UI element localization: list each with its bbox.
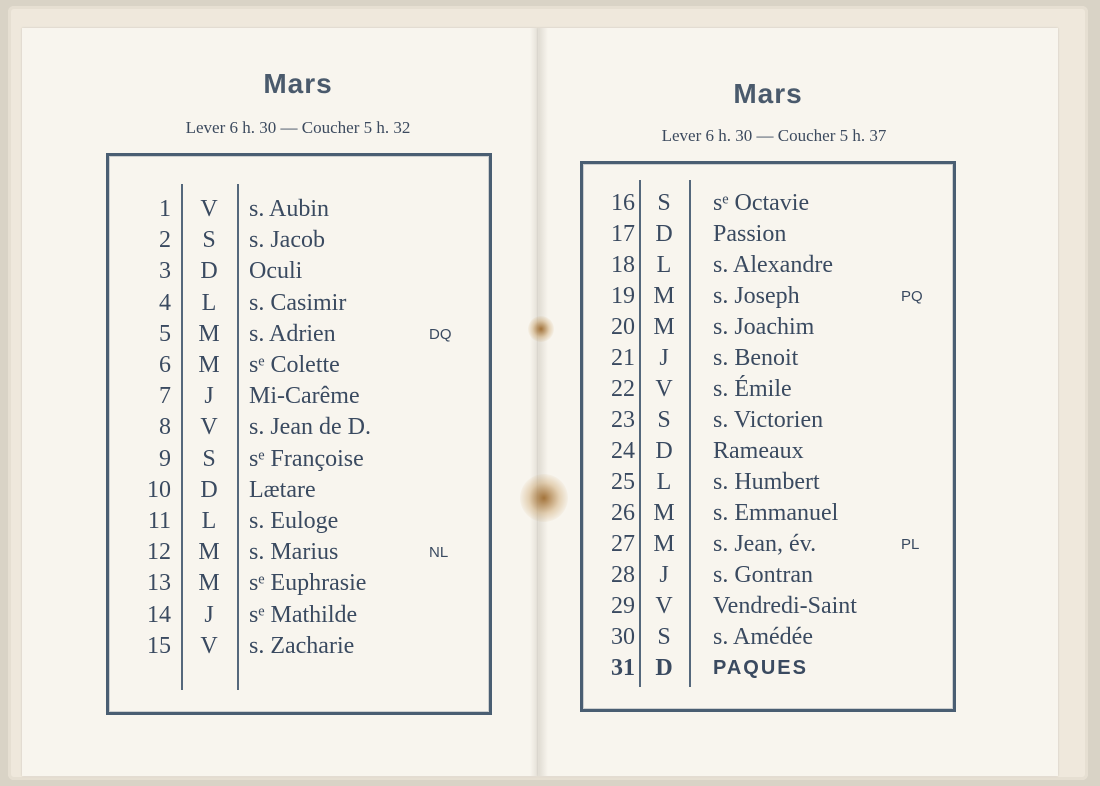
right-day-row [583, 219, 947, 250]
left-day-row [109, 631, 483, 662]
weekday-letter: V [655, 593, 673, 619]
day-number: 30 [611, 624, 635, 650]
day-number: 5 [159, 320, 171, 347]
weekday-letter: D [655, 221, 673, 247]
right-day-row [583, 560, 947, 591]
day-number: 29 [611, 593, 635, 619]
weekday-letter: M [198, 352, 220, 378]
saint-name: s. Euloge [249, 508, 339, 534]
saint-name: sᵉ Colette [249, 352, 340, 378]
day-number: 6 [159, 352, 171, 378]
day-number: 4 [159, 289, 171, 316]
saint-name: Lætare [249, 476, 316, 503]
day-number: 14 [147, 601, 171, 628]
left-day-row [109, 256, 483, 287]
saint-name: s. Adrien [249, 320, 336, 347]
day-number: 15 [147, 632, 171, 659]
saint-name: s. Jean de D. [249, 414, 371, 441]
book-gutter [530, 28, 548, 776]
day-number: 27 [611, 531, 635, 557]
saint-name: s. Zacharie [249, 632, 355, 659]
left-day-row [109, 319, 483, 350]
calendar-booklet [8, 6, 1088, 780]
weekday-letter: M [198, 570, 220, 597]
weekday-letter: V [200, 196, 218, 222]
left-day-row [109, 381, 483, 412]
saint-name: s. Jacob [249, 227, 325, 254]
day-number: 13 [147, 570, 171, 597]
day-number: 31 [611, 655, 635, 681]
left-day-row [109, 568, 483, 599]
left-sunrise-sunset: Lever 6 h. 30 — Coucher 5 h. 32 [185, 118, 411, 137]
saint-name: Oculi [249, 258, 303, 285]
right-day-row [583, 498, 947, 529]
day-number: 25 [611, 469, 635, 495]
left-day-row [109, 475, 483, 506]
saint-name: s. Humbert [713, 469, 820, 495]
moon-phase-label: PQ [901, 288, 923, 305]
right-month-title: Mars [733, 78, 803, 109]
right-day-row [583, 281, 947, 312]
moon-phase-label: PL [901, 536, 920, 553]
weekday-letter: J [204, 601, 214, 628]
weekday-letter: S [657, 190, 671, 216]
weekday-letter: M [198, 320, 220, 347]
right-day-row [583, 591, 947, 622]
saint-name: s. Aubin [249, 196, 330, 222]
saint-name: PAQUES [713, 657, 808, 679]
weekday-letter: M [653, 500, 675, 526]
day-number: 21 [611, 345, 635, 371]
left-day-row [109, 444, 483, 475]
weekday-letter: S [202, 445, 216, 472]
day-number: 28 [611, 562, 635, 588]
weekday-letter: V [200, 414, 218, 441]
saint-name: s. Jean, év. [713, 531, 817, 557]
day-number: 20 [611, 314, 635, 340]
left-day-row [109, 506, 483, 537]
right-day-row [583, 188, 947, 219]
right-sunrise-sunset: Lever 6 h. 30 — Coucher 5 h. 37 [661, 126, 887, 145]
day-number: 11 [147, 508, 171, 534]
saint-name: Mi-Carême [249, 383, 360, 410]
saint-name: sᵉ Euphrasie [249, 570, 367, 597]
weekday-letter: L [201, 508, 217, 534]
saint-name: sᵉ Françoise [249, 445, 364, 472]
saint-name: s. Amédée [713, 624, 813, 650]
saint-name: s. Gontran [713, 562, 813, 588]
weekday-letter: M [653, 531, 675, 557]
right-day-row [583, 529, 947, 560]
left-days-frame [106, 153, 492, 715]
right-day-row [583, 374, 947, 405]
left-day-row [109, 600, 483, 631]
weekday-letter: V [200, 632, 218, 659]
day-number: 23 [611, 407, 635, 433]
weekday-letter: D [200, 258, 218, 285]
saint-name: s. Émile [713, 376, 792, 402]
saint-name: Passion [713, 221, 787, 247]
saint-name: s. Emmanuel [713, 500, 839, 526]
weekday-letter: L [201, 289, 217, 316]
left-month-title: Mars [263, 68, 333, 99]
rust-stain-top [528, 316, 554, 342]
day-number: 16 [611, 190, 635, 216]
weekday-letter: D [655, 655, 673, 681]
weekday-letter: M [198, 539, 220, 566]
right-day-row [583, 343, 947, 374]
right-day-row [583, 250, 947, 281]
right-day-row [583, 467, 947, 498]
right-day-row [583, 405, 947, 436]
left-day-row [109, 194, 483, 225]
weekday-letter: S [657, 407, 671, 433]
left-day-row [109, 225, 483, 256]
day-number: 19 [611, 283, 635, 309]
weekday-letter: M [653, 283, 675, 309]
saint-name: sᵉ Mathilde [249, 601, 358, 628]
moon-phase-label: DQ [429, 325, 452, 343]
day-number: 7 [159, 383, 171, 410]
saint-name: s. Joachim [713, 314, 815, 340]
weekday-letter: S [202, 227, 216, 254]
day-number: 17 [611, 221, 635, 247]
left-day-row [109, 288, 483, 319]
weekday-letter: V [655, 376, 673, 402]
weekday-letter: J [659, 345, 669, 371]
day-number: 22 [611, 376, 635, 402]
weekday-letter: J [204, 383, 214, 410]
saint-name: s. Marius [249, 539, 339, 566]
saint-name: s. Alexandre [713, 252, 833, 278]
day-number: 10 [147, 476, 171, 503]
saint-name: s. Joseph [713, 283, 800, 309]
right-day-row [583, 312, 947, 343]
saint-name: sᵉ Octavie [713, 190, 810, 216]
day-number: 8 [159, 414, 171, 441]
weekday-letter: M [653, 314, 675, 340]
left-day-row [109, 412, 483, 443]
right-day-row [583, 653, 947, 684]
weekday-letter: J [659, 562, 669, 588]
day-number: 2 [159, 227, 171, 254]
left-day-row [109, 350, 483, 381]
day-number: 3 [159, 258, 171, 285]
saint-name: s. Casimir [249, 289, 347, 316]
weekday-letter: L [656, 469, 672, 495]
rust-stain-bottom [520, 474, 568, 522]
weekday-letter: D [655, 438, 673, 464]
right-day-row [583, 436, 947, 467]
saint-name: s. Victorien [713, 407, 824, 433]
day-number: 12 [147, 539, 171, 566]
weekday-letter: D [200, 476, 218, 503]
day-number: 26 [611, 500, 635, 526]
right-day-row [583, 622, 947, 653]
moon-phase-label: NL [429, 544, 449, 562]
left-day-row [109, 537, 483, 568]
day-number: 24 [611, 438, 635, 464]
right-days-frame [580, 161, 956, 712]
saint-name: Rameaux [713, 438, 804, 464]
saint-name: Vendredi-Saint [713, 593, 857, 619]
day-number: 9 [159, 445, 171, 472]
day-number: 1 [159, 196, 171, 222]
weekday-letter: L [656, 252, 672, 278]
saint-name: s. Benoit [713, 345, 799, 371]
weekday-letter: S [657, 624, 671, 650]
day-number: 18 [611, 252, 635, 278]
